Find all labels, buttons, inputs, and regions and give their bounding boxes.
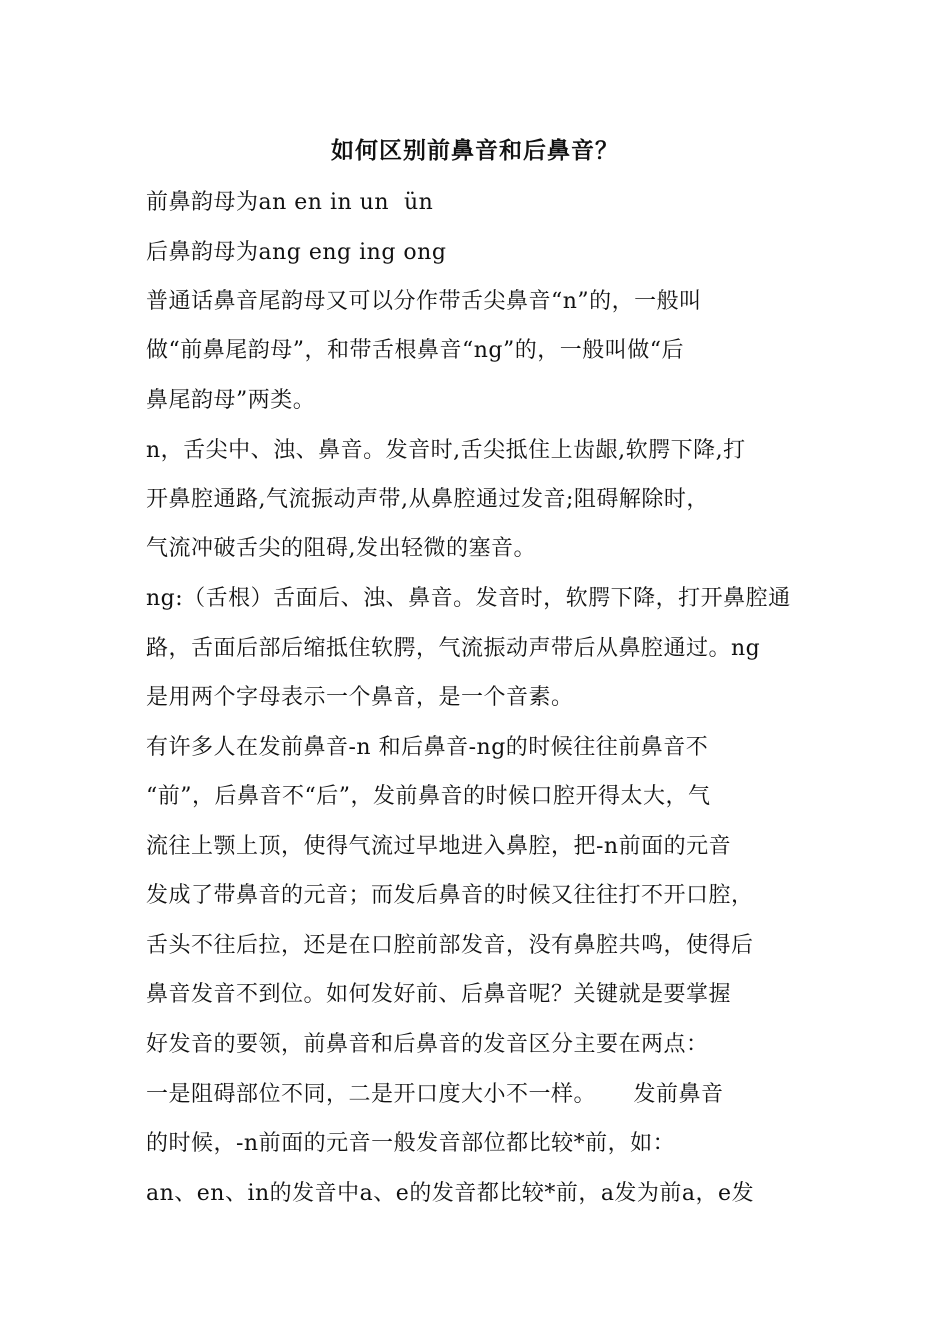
text-line: 气流冲破舌尖的阻碍,发出轻微的塞音。 bbox=[146, 536, 536, 561]
text-line: 开鼻腔通路,气流振动声带,从鼻腔通过发音;阻碍解除时， bbox=[146, 487, 709, 512]
text-line: an、en、in的发音中a、e的发音都比较*前，a发为前a，e发 bbox=[146, 1181, 755, 1206]
text-line: 普通话鼻音尾韵母又可以分作带舌尖鼻音“n”的，一般叫 bbox=[146, 289, 702, 314]
text-line: 是用两个字母表示一个鼻音，是一个音素。 bbox=[146, 685, 574, 710]
text-line: 一是阻碍部位不同，二是开口度大小不一样。 发前鼻音 bbox=[146, 1082, 724, 1107]
text-line: “前”，后鼻音不“后”，发前鼻音的时候口腔开得太大，气 bbox=[146, 784, 711, 809]
text-line: n，舌尖中、浊、鼻音。发音时,舌尖抵住上齿龈,软腭下降,打 bbox=[146, 438, 746, 463]
text-line: 鼻音发音不到位。如何发好前、后鼻音呢？关键就是要掌握 bbox=[146, 982, 732, 1007]
text-line: 流往上颚上顶，使得气流过早地进入鼻腔，把-n前面的元音 bbox=[146, 834, 732, 859]
text-line: 好发音的要领，前鼻音和后鼻音的发音区分主要在两点： bbox=[146, 1032, 709, 1057]
text-line: 后鼻韵母为ang eng ing ong bbox=[146, 240, 447, 265]
text-line: 舌头不往后拉，还是在口腔前部发音，没有鼻腔共鸣，使得后 bbox=[146, 933, 754, 958]
text-line: 做“前鼻尾韵母”，和带舌根鼻音“ng”的，一般叫做“后 bbox=[146, 338, 684, 363]
text-line: 路，舌面后部后缩抵住软腭，气流振动声带后从鼻腔通过。ng bbox=[146, 636, 761, 661]
text-line: ng:（舌根）舌面后、浊、鼻音。发音时，软腭下降，打开鼻腔通 bbox=[146, 586, 791, 611]
text-line: 有许多人在发前鼻音-n 和后鼻音-ng的时候往往前鼻音不 bbox=[146, 735, 709, 760]
text-line: 前鼻韵母为an en in un ün bbox=[146, 190, 434, 215]
text-line: 鼻尾韵母”两类。 bbox=[146, 388, 316, 413]
text-line: 发成了带鼻音的元音；而发后鼻音的时候又往往打不开口腔， bbox=[146, 883, 754, 908]
text-line: 的时候，-n前面的元音一般发音部位都比较*前，如： bbox=[146, 1131, 676, 1156]
document-title: 如何区别前鼻音和后鼻音？ bbox=[331, 137, 619, 164]
